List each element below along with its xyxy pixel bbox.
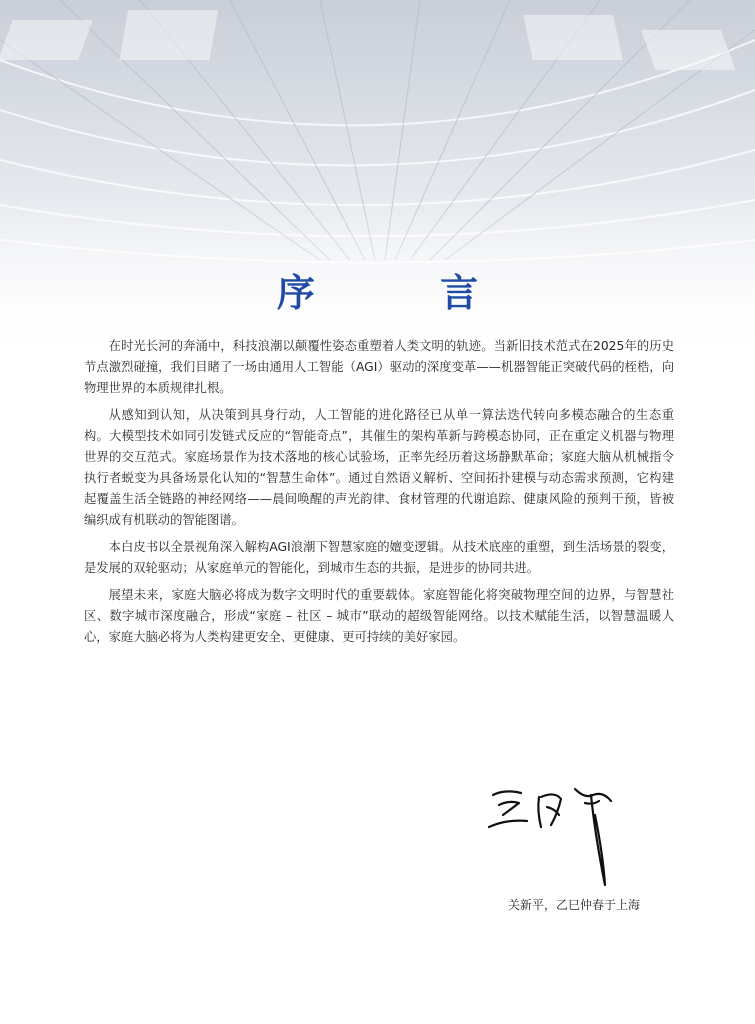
paragraph: 展望未来，家庭大脑必将成为数字文明时代的重要载体。家庭智能化将突破物理空间的边界，与智慧社区、数字城市深度融合，形成“家庭 – 社区 – 城市”联动的超级智能网络。以技术赋能生活，以智慧温暖人心，家庭大脑必将为人类构建更安全、更健康、更可持续的美好家园。: [84, 588, 674, 644]
paragraph: 在时光长河的奔涌中，科技浪潮以颠覆性姿态重塑着人类文明的轨迹。当新旧技术范式在2025年的历史节点激烈碰撞，我们目睹了一场由通用人工智能（AGI）驱动的深度变革——机器智能正突破代码的桎梏，向物理世界的本质规律扎根。: [84, 339, 674, 395]
preface-body: [84, 336, 674, 654]
paragraph: 本白皮书以全景视角深入解构AGI浪潮下智慧家庭的嬗变逻辑。从技术底座的重塑，到生活场景的裂变，是发展的双轮驱动；从家庭单元的智能化，到城市生态的共振，是进步的协同共进。: [84, 540, 674, 575]
paragraph: 从感知到认知，从决策到具身行动，人工智能的进化路径已从单一算法迭代转向多模态融合的生态重构。大模型技术如同引发链式反应的“智能奇点”，其催生的架构革新与跨模态协同，正在重定义机器与物理世界的交互范式。家庭场景作为技术落地的核心试验场，正率先经历着这场静默革命；家庭大脑从机械指令执行者蜕变为具备场景化认知的“智慧生命体”。通过自然语义解析、空间拓扑建模与动态需求预测，它构建起覆盖生活全链路的神经网络——晨间唤醒的声光韵律、食材管理的代谢追踪、健康风险的预判干预，皆被编织成有机联动的智能图谱。: [84, 408, 674, 527]
page-title: 序 言: [276, 271, 535, 315]
signature-line: 关新平，乙巳仲春于上海: [507, 898, 640, 912]
handwritten-signature: [485, 775, 635, 895]
